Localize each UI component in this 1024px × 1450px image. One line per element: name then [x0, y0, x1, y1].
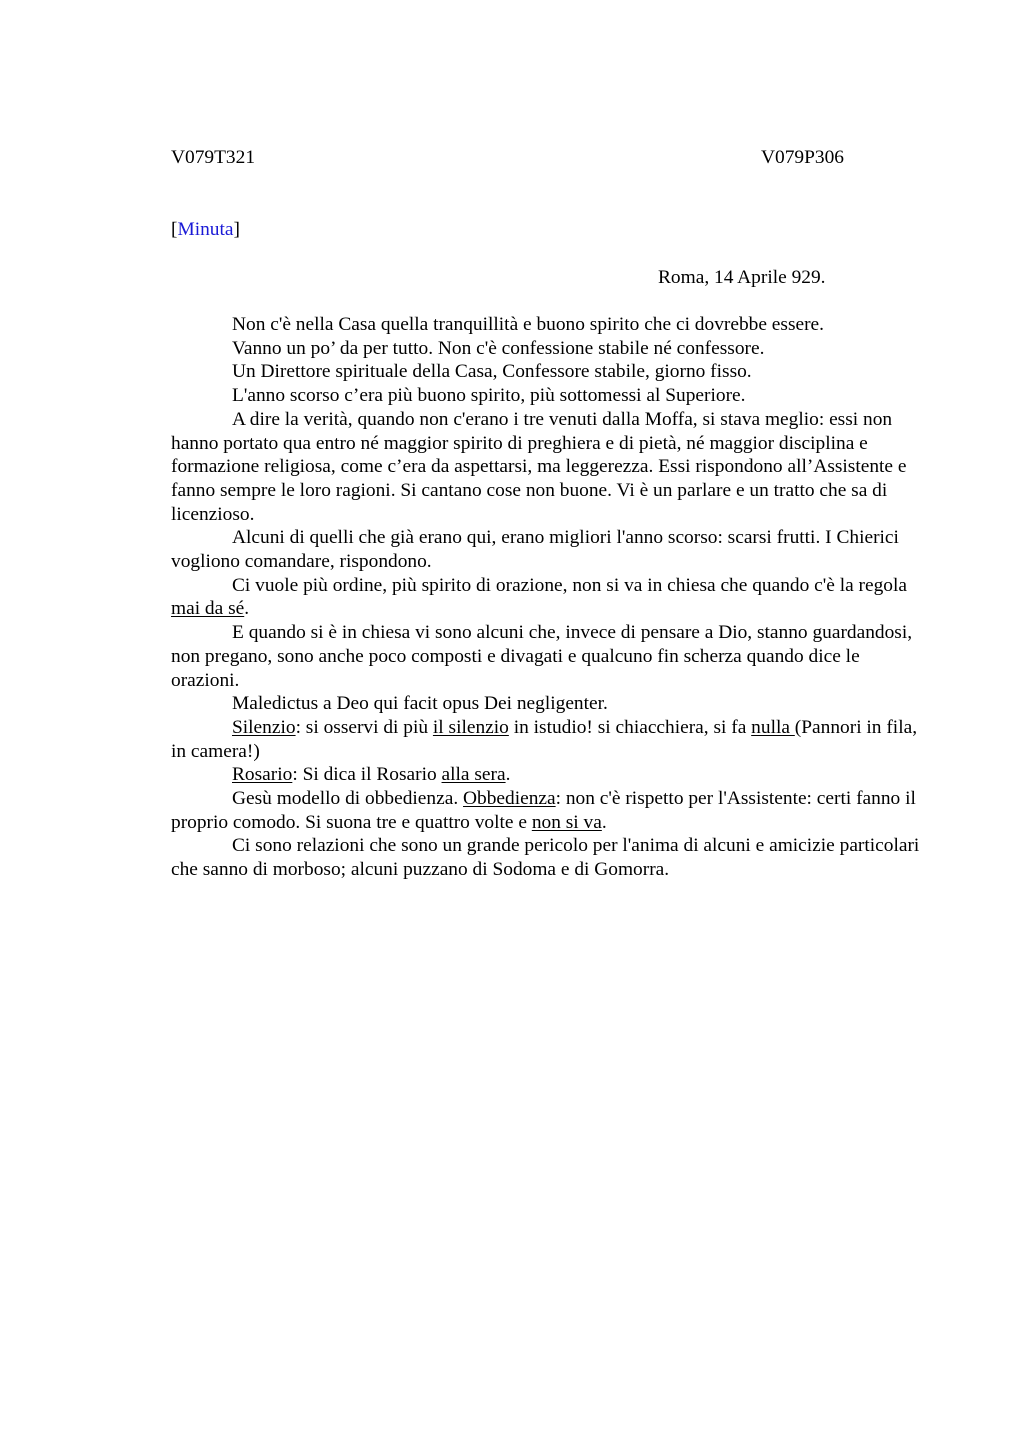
text-segment: . [244, 598, 250, 620]
text-segment: A dire la verità, quando non c'erano i tre venuti dalla Moffa, si stava meglio: essi non hanno portato qua entro né maggior spirito di preghiera e di pietà, né maggior disciplina e formazione religiosa, come c’era da aspettarsi, ma leggerezza. Essi rispondono all’Assistente e fanno sempre le loro ragioni. Si cantano cose non buone. Vi è un parlare e un tratto che sa di licenzioso. [171, 408, 907, 525]
text-segment: : non c'è rispetto per l'Assistente: certi fanno il proprio comodo. Si suona tre e quattro volte e [171, 788, 916, 833]
label-open-bracket: [ [171, 219, 178, 240]
text-segment: : si osservi di più [295, 716, 433, 738]
underlined-text: mai da sé [171, 598, 245, 620]
paragraph [171, 692, 931, 716]
underlined-text: il silenzio [432, 716, 509, 738]
document-header [171, 146, 844, 170]
text-segment: (Pannori in fila, in camera!) [171, 716, 918, 762]
paragraph [171, 526, 931, 573]
right-code: V079P306 [761, 147, 844, 168]
text-segment: Gesù modello di obbedienza. [232, 788, 464, 810]
underlined-text: nulla [751, 716, 795, 738]
minuta-link[interactable]: Minuta [177, 219, 234, 240]
document-label [171, 218, 931, 242]
paragraph [171, 763, 931, 787]
text-segment: L'anno scorso c’era più buono spirito, più sottomessi al Superiore. [232, 385, 746, 407]
text-segment: Ci vuole più ordine, più spirito di orazione, non si va in chiesa che quando c'è la regola [232, 574, 907, 596]
text-segment: Vanno un po’ da per tutto. Non c'è confessione stabile né confessore. [232, 337, 765, 359]
letter-body [171, 313, 931, 882]
underlined-text: Silenzio [232, 716, 296, 738]
underlined-text: Rosario [232, 764, 293, 786]
text-segment: Ci sono relazioni che sono un grande pericolo per l'anima di alcuni e amicizie particolari che sanno di morboso; alcuni puzzano di Sodoma e di Gomorra. [171, 835, 920, 881]
text-segment: in istudio! si chiacchiera, si fa [508, 716, 752, 738]
text-segment: Alcuni di quelli che già erano qui, erano migliori l'anno scorso: scarsi frutti. I Chierici vogliono comandare, rispondono. [171, 527, 899, 573]
paragraph [171, 408, 931, 527]
paragraph [171, 574, 931, 621]
underlined-text: non si va [531, 811, 602, 833]
paragraph [171, 834, 931, 881]
left-code: V079T321 [171, 147, 256, 168]
document-page [171, 146, 931, 882]
text-segment: E quando si è in chiesa vi sono alcuni che, invece di pensare a Dio, stanno guardandosi, non pregano, sono anche poco composti e divagati e qualcuno fin scherza quando dice le orazioni. [171, 622, 913, 691]
paragraph [171, 360, 931, 384]
paragraph [171, 716, 931, 763]
text-segment: . [601, 811, 607, 833]
paragraph [171, 787, 931, 834]
text-segment: . [505, 764, 511, 786]
label-close-bracket: ] [233, 219, 240, 240]
underlined-text: alla sera [441, 764, 506, 786]
paragraph [171, 313, 931, 337]
date-line: Roma, 14 Aprile 929. [658, 267, 826, 288]
text-segment: Un Direttore spirituale della Casa, Confessore stabile, giorno fisso. [232, 361, 752, 383]
text-segment: Non c'è nella Casa quella tranquillità e buono spirito che ci dovrebbe essere. [232, 314, 825, 335]
paragraph [171, 621, 931, 692]
text-segment: Maledictus a Deo qui facit opus Dei negligenter. [232, 693, 608, 715]
paragraph [171, 384, 931, 408]
text-segment: : Si dica il Rosario [292, 764, 442, 786]
paragraph [171, 337, 931, 361]
underlined-text: Obbedienza [463, 788, 556, 810]
